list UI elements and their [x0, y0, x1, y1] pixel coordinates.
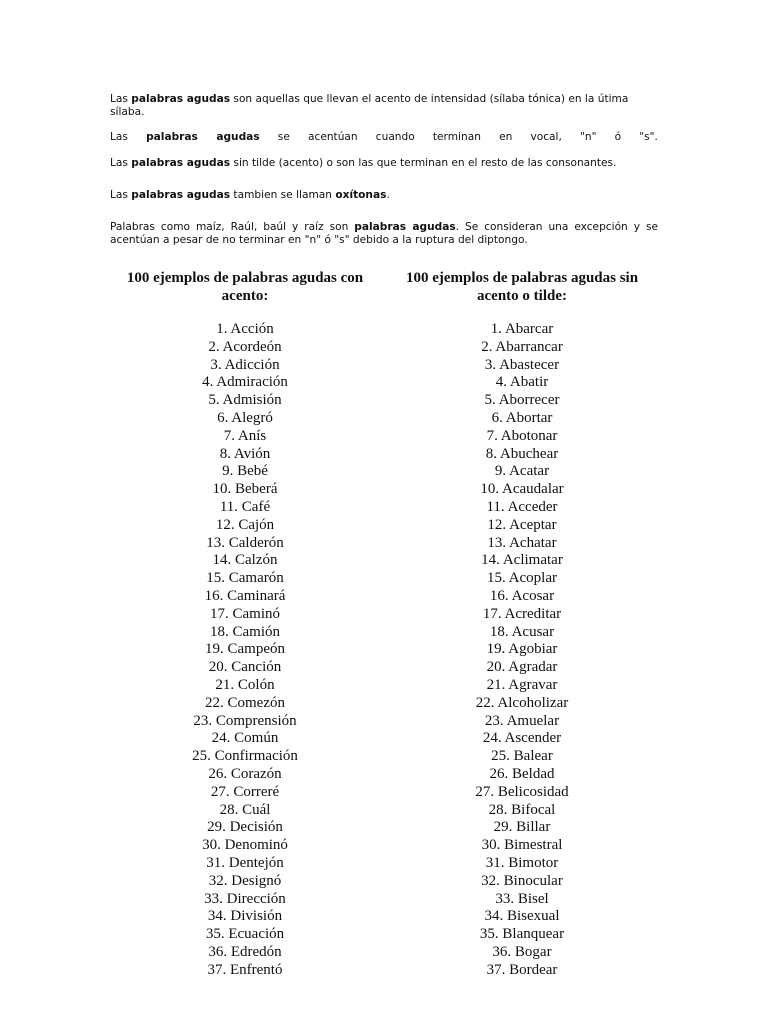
- list-item: 31. Dentejón: [206, 854, 284, 871]
- list-item: 13. Calderón: [206, 534, 284, 551]
- list-item: 24. Común: [211, 730, 279, 747]
- text: se: [277, 131, 290, 143]
- list-item: 1. Abarcar: [490, 321, 554, 337]
- list-item: 12. Aceptar: [487, 516, 557, 533]
- list-item: 17. Acreditar: [482, 605, 562, 622]
- text: .: [386, 189, 390, 201]
- list-item: 37. Enfrentó: [207, 961, 283, 978]
- list-item: 25. Confirmación: [192, 748, 298, 765]
- list-item: 6. Alegró: [217, 409, 273, 426]
- text: "n": [580, 131, 597, 143]
- list-item: 37. Bordear: [486, 961, 558, 978]
- list-item: 15. Camarón: [206, 570, 284, 587]
- keyword: palabras agudas: [146, 131, 260, 143]
- list-item: 15. Acoplar: [487, 570, 557, 587]
- list-item: 18. Camión: [210, 623, 280, 640]
- list-item: 21. Colón: [215, 676, 275, 693]
- list-item: 2. Abarrancar: [481, 338, 563, 355]
- column-title-line: 100 ejemplos de palabras agudas sin: [405, 270, 639, 286]
- keyword: palabras agudas: [131, 189, 231, 201]
- text: ó: [614, 131, 622, 143]
- list-item: 23. Amuelar: [484, 712, 560, 729]
- list-item: 14. Calzón: [212, 552, 278, 569]
- list-item: 34. División: [207, 908, 283, 925]
- list-item: 11. Café: [219, 498, 271, 515]
- keyword: palabras agudas: [131, 93, 231, 105]
- unaccented-examples-column: [386, 269, 658, 979]
- list-item: 16. Acosar: [489, 587, 555, 604]
- list-item: 9. Acatar: [494, 463, 550, 480]
- list-item: 33. Bisel: [495, 890, 549, 907]
- list-item: 35. Ecuación: [205, 926, 285, 943]
- list-item: 20. Canción: [208, 659, 282, 676]
- text: tambien se llaman: [230, 189, 336, 201]
- intro-paragraph-oxitonas: [110, 189, 658, 202]
- column-title-line: acento o tilde:: [477, 288, 567, 304]
- list-item: 5. Aborrecer: [484, 392, 560, 409]
- list-item: 22. Comezón: [205, 694, 285, 711]
- list-item: 3. Abastecer: [484, 356, 560, 373]
- list-item: 2. Acordeón: [208, 338, 282, 355]
- list-item: 35. Blanquear: [479, 926, 565, 943]
- text: en: [499, 131, 513, 143]
- accented-word-list: [109, 321, 381, 979]
- list-item: 6. Abortar: [491, 409, 553, 426]
- text: terminan: [432, 131, 481, 143]
- list-item: 13. Achatar: [487, 534, 557, 551]
- intro-paragraph-accent-rule: [110, 131, 658, 144]
- list-item: 9. Bebé: [222, 463, 268, 480]
- list-item: 16. Caminará: [204, 587, 286, 604]
- list-item: 4. Admiración: [202, 374, 288, 391]
- list-item: 29. Decisión: [207, 819, 283, 836]
- column-title: [109, 269, 381, 305]
- list-item: 34. Bisexual: [484, 908, 560, 925]
- list-item: 36. Edredón: [208, 943, 282, 960]
- list-item: 1. Acción: [216, 321, 274, 337]
- list-item: 30. Bimestral: [481, 837, 563, 854]
- list-item: 7. Anís: [223, 427, 267, 444]
- text: sin tilde (acento) o son las que terminan en el resto de las consonantes.: [230, 157, 617, 169]
- list-item: 28. Cuál: [219, 801, 271, 818]
- text: . Se consideran una excepción y se acentúan a pesar de no terminar en "n" ó "s" debido a la ruptura del diptongo.: [110, 221, 658, 246]
- list-item: 31. Bimotor: [485, 854, 559, 871]
- list-item: 28. Bifocal: [488, 801, 556, 818]
- text: Las: [110, 131, 128, 143]
- accented-examples-column: [109, 269, 381, 979]
- list-item: 11. Acceder: [486, 498, 558, 515]
- column-title-line: 100 ejemplos de palabras agudas con: [126, 270, 364, 286]
- list-item: 27. Correré: [210, 783, 280, 800]
- unaccented-word-list: [386, 321, 658, 979]
- intro-paragraph-definition: [110, 93, 658, 119]
- list-item: 33. Dirección: [204, 890, 286, 907]
- list-item: 30. Denominó: [202, 837, 288, 854]
- list-item: 3. Adicción: [210, 356, 280, 373]
- list-item: 7. Abotonar: [486, 427, 558, 444]
- list-item: 12. Cajón: [215, 516, 275, 533]
- keyword: palabras agudas: [354, 221, 456, 233]
- intro-paragraph-exceptions: [110, 221, 658, 247]
- list-item: 26. Corazón: [208, 765, 282, 782]
- list-item: 20. Agradar: [486, 659, 558, 676]
- list-item: 27. Belicosidad: [475, 783, 569, 800]
- list-item: 29. Billar: [493, 819, 551, 836]
- list-item: 19. Agobiar: [486, 641, 558, 658]
- list-item: 22. Alcoholizar: [475, 694, 569, 711]
- keyword: oxítonas: [335, 189, 387, 201]
- list-item: 5. Admisión: [208, 392, 282, 409]
- list-item: 36. Bogar: [492, 943, 552, 960]
- list-item: 10. Acaudalar: [480, 481, 564, 498]
- intro-paragraph-no-accent: [110, 157, 658, 170]
- list-item: 25. Balear: [491, 748, 553, 765]
- text: acentúan: [308, 131, 358, 143]
- list-item: 23. Comprensión: [193, 712, 297, 729]
- text: Palabras como maíz, Raúl, baúl y raíz son: [110, 221, 355, 233]
- text: "s".: [639, 131, 658, 143]
- column-title: [386, 269, 658, 305]
- column-title-line: acento:: [221, 288, 269, 304]
- text: Las: [110, 93, 132, 105]
- list-item: 24. Ascender: [482, 730, 562, 747]
- text: vocal,: [530, 131, 562, 143]
- list-item: 32. Designó: [208, 872, 282, 889]
- text: cuando: [375, 131, 415, 143]
- list-item: 32. Binocular: [481, 872, 563, 889]
- text: Las: [110, 157, 132, 169]
- list-item: 10. Beberá: [212, 481, 278, 498]
- list-item: 26. Beldad: [489, 765, 555, 782]
- keyword: palabras agudas: [131, 157, 231, 169]
- list-item: 14. Aclimatar: [481, 552, 563, 569]
- list-item: 8. Abuchear: [485, 445, 559, 462]
- text: Las: [110, 189, 132, 201]
- list-item: 17. Caminó: [210, 605, 280, 622]
- list-item: 21. Agravar: [486, 676, 558, 693]
- text: son aquellas que llevan el acento de intensidad (sílaba tónica) en la útima sílaba.: [110, 93, 629, 118]
- list-item: 18. Acusar: [489, 623, 555, 640]
- list-item: 4. Abatir: [495, 374, 549, 391]
- list-item: 8. Avión: [219, 445, 271, 462]
- list-item: 19. Campeón: [205, 641, 285, 658]
